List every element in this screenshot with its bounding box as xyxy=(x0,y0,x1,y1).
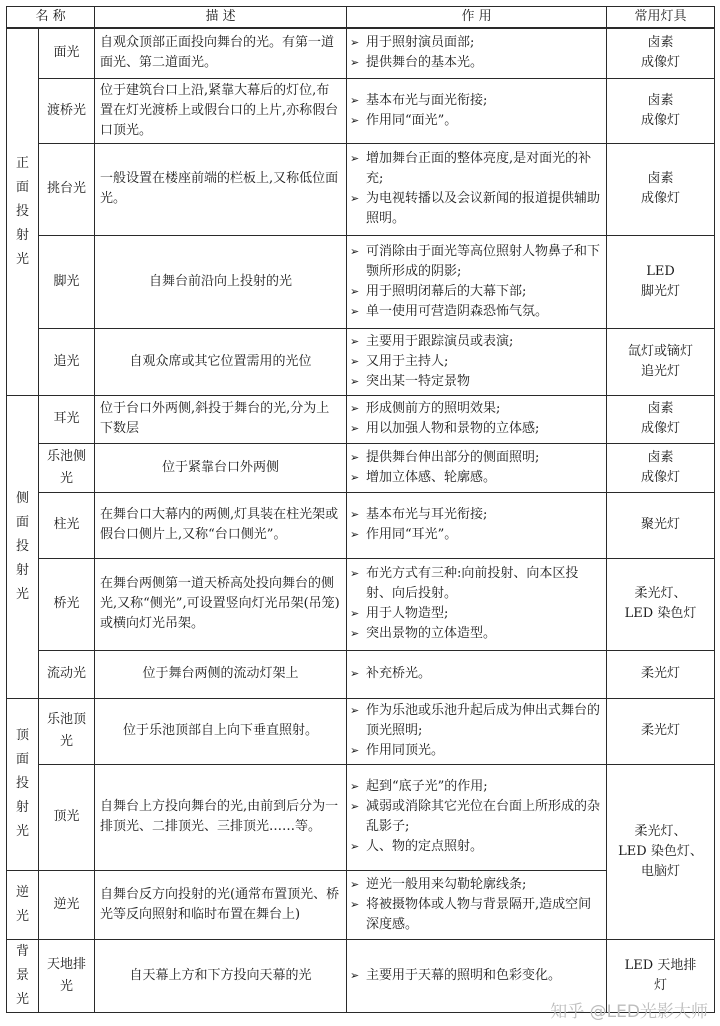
arrow-bullet-icon: ➢ xyxy=(350,528,360,541)
arrow-bullet-icon: ➢ xyxy=(350,508,360,521)
arrow-bullet-icon: ➢ xyxy=(350,402,360,415)
use-text: 将被摄物体或人物与背景隔开,造成空间深度感。 xyxy=(366,896,592,932)
use-cell xyxy=(347,870,607,939)
category-cell: 逆 光 xyxy=(7,870,39,939)
desc-cell: 在舞台两侧第一道天桥高处投向舞台的侧光,又称“侧光”,可设置竖向灯光吊架(吊笼)或横向灯光吊架。 xyxy=(95,558,347,650)
lamp-cell xyxy=(607,558,715,650)
use-text: 可消除由于面光等高位照射人物鼻子和下颚所形成的阴影; xyxy=(366,243,601,279)
lamp-line: LED 天地排 xyxy=(624,957,697,973)
lamp-line: 卤素 xyxy=(647,35,674,51)
name-cell: 柱光 xyxy=(39,492,95,558)
use-text: 补充桥光。 xyxy=(366,666,432,681)
use-item xyxy=(350,448,601,468)
use-cell xyxy=(347,328,607,395)
table-row xyxy=(7,235,715,328)
use-text: 用于人物造型; xyxy=(366,606,449,621)
table-row xyxy=(7,395,715,443)
desc-cell: 位于紧靠台口外两侧 xyxy=(95,443,347,492)
use-item xyxy=(350,741,601,761)
use-item xyxy=(350,33,601,53)
use-item xyxy=(350,149,601,189)
arrow-bullet-icon: ➢ xyxy=(350,36,360,50)
use-text: 起到“底子光”的作用; xyxy=(366,779,488,794)
header-row xyxy=(7,7,715,29)
use-text: 形成侧前方的照明效果; xyxy=(366,401,501,416)
use-item xyxy=(350,302,601,322)
name-cell: 面光 xyxy=(39,28,95,78)
use-text: 人、物的定点照射。 xyxy=(366,839,484,854)
table-row xyxy=(7,650,715,698)
use-text: 单一使用可营造阴森恐怖气氛。 xyxy=(366,303,549,319)
use-text: 增加舞台正面的整体亮度,是对面光的补充; xyxy=(366,151,592,186)
lamp-line: 卤素 xyxy=(647,401,674,416)
use-text: 基本布光与耳光衔接; xyxy=(366,507,488,522)
desc-cell: 自天幕上方和下方投向天幕的光 xyxy=(95,939,347,1012)
lamp-line: 氙灯或镝灯 xyxy=(628,343,694,359)
arrow-bullet-icon: ➢ xyxy=(350,897,360,911)
table-row xyxy=(7,328,715,395)
desc-cell: 自舞台反方向投射的光(通常布置顶光、桥光等反向照射和临时布置在舞台上) xyxy=(95,870,347,939)
lamp-line: LED xyxy=(646,263,675,279)
header-use: 作 用 xyxy=(347,7,607,29)
use-cell xyxy=(347,492,607,558)
use-text: 作用同顶光。 xyxy=(366,743,445,758)
arrow-bullet-icon: ➢ xyxy=(350,284,360,298)
category-cell: 背 景 光 xyxy=(7,939,39,1012)
arrow-bullet-icon: ➢ xyxy=(350,470,360,484)
name-cell: 乐池侧光 xyxy=(39,443,95,492)
use-text: 又用于主持人; xyxy=(366,353,449,369)
desc-cell: 自舞台上方投向舞台的光,由前到后分为一排顶光、二排顶光、三排顶光……等。 xyxy=(95,764,347,870)
use-text: 逆光一般用来勾勒轮廓线条; xyxy=(366,876,527,892)
use-item xyxy=(350,242,601,282)
use-text: 主要用于天幕的照明和色彩变化。 xyxy=(366,967,562,983)
use-item xyxy=(350,468,601,488)
use-text: 主要用于跟踪演员或表演; xyxy=(366,333,514,349)
use-text: 作为乐池或乐池升起后成为伸出式舞台的顶光照明; xyxy=(366,703,601,738)
arrow-bullet-icon: ➢ xyxy=(350,567,360,580)
arrow-bullet-icon: ➢ xyxy=(350,113,360,127)
lamp-line: 成像灯 xyxy=(641,421,681,436)
lamp-cell xyxy=(607,698,715,764)
use-item xyxy=(350,797,601,837)
arrow-bullet-icon: ➢ xyxy=(350,354,360,368)
use-text: 布光方式有三种:向前投射、向本区投射、向后投射。 xyxy=(366,566,579,601)
use-text: 突出景物的立体造型。 xyxy=(366,626,497,641)
name-cell: 乐池顶光 xyxy=(39,698,95,764)
watermark: 知乎 @LED光影大师 xyxy=(550,1002,708,1022)
lamp-line: 电脑灯 xyxy=(641,863,681,879)
lamp-line: 柔光灯、 xyxy=(634,823,687,839)
header-lamp: 常用灯具 xyxy=(607,7,715,29)
lamp-cell xyxy=(607,443,715,492)
desc-cell: 位于乐池顶部自上向下垂直照射。 xyxy=(95,698,347,764)
table-row xyxy=(7,698,715,764)
arrow-bullet-icon: ➢ xyxy=(350,800,360,813)
use-text: 减弱或消除其它光位在台面上所形成的杂乱影子; xyxy=(366,799,601,834)
name-cell: 桥光 xyxy=(39,558,95,650)
lamp-line: 成像灯 xyxy=(641,55,681,71)
lamp-cell xyxy=(607,395,715,443)
use-text: 提供舞台伸出部分的侧面照明; xyxy=(366,449,540,465)
table-row xyxy=(7,443,715,492)
use-item xyxy=(350,624,601,644)
lamp-cell xyxy=(607,143,715,235)
use-item xyxy=(350,111,601,131)
arrow-bullet-icon: ➢ xyxy=(350,627,360,640)
use-item xyxy=(350,837,601,857)
use-text: 用以加强人物和景物的立体感; xyxy=(366,421,540,436)
use-item xyxy=(350,604,601,624)
arrow-bullet-icon: ➢ xyxy=(350,152,360,165)
use-text: 作用同“耳光”。 xyxy=(366,527,458,542)
lamp-cell xyxy=(607,28,715,78)
lamp-line: 聚光灯 xyxy=(641,517,681,532)
name-cell: 挑台光 xyxy=(39,143,95,235)
name-cell: 追光 xyxy=(39,328,95,395)
use-text: 基本布光与面光衔接; xyxy=(366,92,488,108)
table-row xyxy=(7,558,715,650)
use-item xyxy=(350,352,601,372)
use-item xyxy=(350,372,601,392)
use-item xyxy=(350,91,601,111)
use-item xyxy=(350,966,601,986)
lamp-line: 成像灯 xyxy=(641,112,681,128)
arrow-bullet-icon: ➢ xyxy=(350,192,360,205)
arrow-bullet-icon: ➢ xyxy=(350,422,360,435)
lamp-line: 成像灯 xyxy=(641,191,681,206)
use-text: 用于照射演员面部; xyxy=(366,35,475,51)
desc-cell: 一般设置在楼座前端的栏板上,又称低位面光。 xyxy=(95,143,347,235)
use-cell xyxy=(347,650,607,698)
lamp-line: 卤素 xyxy=(647,92,674,108)
arrow-bullet-icon: ➢ xyxy=(350,56,360,70)
arrow-bullet-icon: ➢ xyxy=(350,780,360,793)
lamp-line: 成像灯 xyxy=(641,469,681,485)
header-name: 名 称 xyxy=(7,7,95,29)
table-row xyxy=(7,764,715,870)
use-item xyxy=(350,875,601,895)
arrow-bullet-icon: ➢ xyxy=(350,450,360,464)
lamp-line: 柔光灯 xyxy=(641,723,681,738)
use-cell xyxy=(347,443,607,492)
desc-cell: 位于台口外两侧,斜投于舞台的光,分为上下数层 xyxy=(95,395,347,443)
use-cell xyxy=(347,78,607,143)
lamp-cell xyxy=(607,650,715,698)
arrow-bullet-icon: ➢ xyxy=(350,334,360,348)
lamp-cell xyxy=(607,939,715,1012)
use-text: 为电视转播以及会议新闻的报道提供辅助照明。 xyxy=(366,191,601,226)
name-cell: 流动光 xyxy=(39,650,95,698)
table-row xyxy=(7,492,715,558)
arrow-bullet-icon: ➢ xyxy=(350,304,360,318)
use-cell xyxy=(347,28,607,78)
use-item xyxy=(350,399,601,419)
lamp-cell xyxy=(607,492,715,558)
use-cell xyxy=(347,764,607,870)
use-item xyxy=(350,505,601,525)
use-item xyxy=(350,525,601,545)
arrow-bullet-icon: ➢ xyxy=(350,840,360,853)
use-cell xyxy=(347,143,607,235)
lamp-line: 柔光灯 xyxy=(641,666,681,681)
arrow-bullet-icon: ➢ xyxy=(350,93,360,107)
use-item xyxy=(350,777,601,797)
name-cell: 天地排光 xyxy=(39,939,95,1012)
name-cell: 渡桥光 xyxy=(39,78,95,143)
lamp-line: LED 染色灯、 xyxy=(618,843,703,859)
arrow-bullet-icon: ➢ xyxy=(350,877,360,891)
desc-cell: 自舞台前沿向上投射的光 xyxy=(95,235,347,328)
lamp-cell-shared xyxy=(607,764,715,939)
use-text: 用于照明闭幕后的大幕下部; xyxy=(366,283,527,299)
lighting-table xyxy=(6,6,715,1013)
lamp-cell xyxy=(607,78,715,143)
use-cell xyxy=(347,558,607,650)
use-item xyxy=(350,564,601,604)
arrow-bullet-icon: ➢ xyxy=(350,744,360,757)
lamp-line: 柔光灯、 xyxy=(634,586,687,601)
use-text: 提供舞台的基本光。 xyxy=(366,55,484,71)
desc-cell: 自观众顶部正面投向舞台的光。有第一道面光、第二道面光。 xyxy=(95,28,347,78)
use-item xyxy=(350,419,601,439)
lamp-cell xyxy=(607,235,715,328)
lamp-cell xyxy=(607,328,715,395)
use-item xyxy=(350,282,601,302)
category-cell: 顶 面 投 射 光 xyxy=(7,698,39,870)
name-cell: 逆光 xyxy=(39,870,95,939)
lamp-line: LED 染色灯 xyxy=(624,606,697,621)
lamp-line: 卤素 xyxy=(647,449,674,465)
use-text: 作用同“面光”。 xyxy=(366,112,458,128)
desc-cell: 位于建筑台口上沿,紧靠大幕后的灯位,布置在灯光渡桥上或假台口的上片,亦称假台口顶光。 xyxy=(95,78,347,143)
category-cell: 侧 面 投 射 光 xyxy=(7,395,39,698)
use-item xyxy=(350,53,601,73)
arrow-bullet-icon: ➢ xyxy=(350,374,360,388)
use-text: 增加立体感、轮廓感。 xyxy=(366,469,497,485)
table-row xyxy=(7,143,715,235)
table-row xyxy=(7,78,715,143)
desc-cell: 位于舞台两侧的流动灯架上 xyxy=(95,650,347,698)
lamp-line: 卤素 xyxy=(647,171,674,186)
use-item xyxy=(350,664,601,684)
desc-cell: 在舞台口大幕内的两侧,灯具装在柱光架或假台口侧片上,又称“台口侧光”。 xyxy=(95,492,347,558)
name-cell: 脚光 xyxy=(39,235,95,328)
header-desc: 描 述 xyxy=(95,7,347,29)
use-item xyxy=(350,701,601,741)
arrow-bullet-icon: ➢ xyxy=(350,667,360,680)
use-text: 突出某一特定景物 xyxy=(366,373,471,389)
arrow-bullet-icon: ➢ xyxy=(350,968,360,982)
lamp-line: 灯 xyxy=(654,977,668,993)
table-row xyxy=(7,28,715,78)
desc-cell: 自观众席或其它位置需用的光位 xyxy=(95,328,347,395)
use-item xyxy=(350,895,601,935)
arrow-bullet-icon: ➢ xyxy=(350,704,360,717)
use-item xyxy=(350,189,601,229)
use-item xyxy=(350,332,601,352)
category-cell: 正 面 投 射 光 xyxy=(7,28,39,395)
arrow-bullet-icon: ➢ xyxy=(350,607,360,620)
use-cell xyxy=(347,939,607,1012)
use-cell xyxy=(347,395,607,443)
use-cell xyxy=(347,235,607,328)
arrow-bullet-icon: ➢ xyxy=(350,244,360,258)
use-cell xyxy=(347,698,607,764)
table-row xyxy=(7,939,715,1012)
name-cell: 顶光 xyxy=(39,764,95,870)
lamp-line: 追光灯 xyxy=(641,363,681,379)
name-cell: 耳光 xyxy=(39,395,95,443)
lamp-line: 脚光灯 xyxy=(641,283,681,299)
